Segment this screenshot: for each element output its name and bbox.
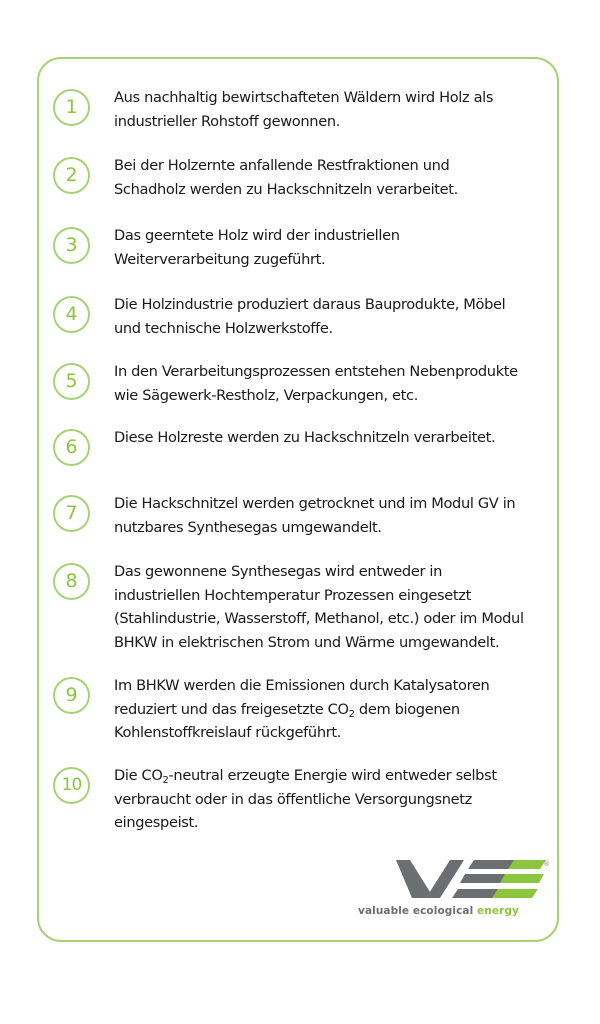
step-text <box>114 154 564 201</box>
step-text-line: eingespeist. <box>114 814 199 831</box>
step-text-line: (Stahlindustrie, Wasserstoff, Methanol, etc.) oder im Modul <box>114 610 524 627</box>
step-text <box>114 560 564 654</box>
step-text <box>114 674 564 745</box>
step-text-line <box>114 698 564 722</box>
step-text-line: und technische Holzwerkstoffe. <box>114 319 333 337</box>
text-segment: reduziert und das freigesetzte CO <box>114 700 349 718</box>
step-text <box>114 360 564 407</box>
step-number-badge: 8 <box>53 563 90 600</box>
step-number-badge: 5 <box>53 363 90 400</box>
step-text-line: BHKW in elektrischen Strom und Wärme umgewandelt. <box>114 633 500 651</box>
step-text <box>114 426 564 450</box>
step-number-badge: 2 <box>53 157 90 194</box>
subscript: 2 <box>162 775 169 786</box>
logo-tagline <box>358 905 519 917</box>
step-text-line: Die Holzindustrie produziert daraus Bauprodukte, Möbel <box>114 296 506 313</box>
step-number-badge: 6 <box>53 429 90 466</box>
step-text-line: In den Verarbeitungsprozessen entstehen Nebenprodukte <box>114 363 518 380</box>
step-number-badge: 9 <box>53 677 90 714</box>
step-text <box>114 86 564 133</box>
vee-logo <box>356 858 556 928</box>
subscript: 2 <box>348 708 355 720</box>
step-number-badge: 7 <box>53 495 90 532</box>
step-text-line: Diese Holzreste werden zu Hackschnitzeln verarbeitet. <box>114 429 496 446</box>
step-text-line: Die Hackschnitzel werden getrocknet und im Modul GV in <box>114 495 516 512</box>
step-number-badge: 3 <box>53 227 90 264</box>
step-text-line: Bei der Holzernte anfallende Restfraktionen und <box>114 157 450 174</box>
tagline-green: energy <box>477 905 519 917</box>
step-text-line: Schadholz werden zu Hackschnitzeln verarbeitet. <box>114 180 458 198</box>
step-text <box>114 224 564 271</box>
registered-mark: ® <box>543 860 550 868</box>
step-text-line: Weiterverarbeitung zugeführt. <box>114 250 326 268</box>
tagline-grey: valuable ecological <box>358 905 478 917</box>
step-text-line: industrieller Rohstoff gewonnen. <box>114 112 341 130</box>
step-text-line: wie Sägewerk-Restholz, Verpackungen, etc. <box>114 386 418 404</box>
step-text <box>114 492 564 539</box>
step-text-line: Das geerntete Holz wird der industriellen <box>114 227 400 244</box>
step-text-line: nutzbares Synthesegas umgewandelt. <box>114 518 382 536</box>
step-text-line: Das gewonnene Synthesegas wird entweder in <box>114 563 442 580</box>
step-text-line: Aus nachhaltig bewirtschafteten Wäldern wird Holz als <box>114 89 494 106</box>
step-text-line: verbraucht oder in das öffentliche Versorgungsnetz <box>114 790 472 808</box>
step-number-badge: 10 <box>53 767 90 804</box>
step-text-line: Kohlenstoffkreislauf rückgeführt. <box>114 724 342 741</box>
step-text-line: Im BHKW werden die Emissionen durch Katalysatoren <box>114 677 490 694</box>
text-segment: -neutral erzeugte Energie wird entweder selbst <box>168 767 497 784</box>
step-text-line <box>114 764 564 788</box>
step-text <box>114 764 564 835</box>
vee-logo-mark-icon <box>396 858 546 900</box>
step-text <box>114 293 564 340</box>
step-number-badge: 1 <box>53 89 90 126</box>
text-segment: dem biogenen <box>354 700 460 718</box>
process-steps-card <box>37 57 559 942</box>
text-segment: Die CO <box>114 767 163 784</box>
step-text-line: industriellen Hochtemperatur Prozessen eingesetzt <box>114 586 471 604</box>
step-number-badge: 4 <box>53 296 90 333</box>
